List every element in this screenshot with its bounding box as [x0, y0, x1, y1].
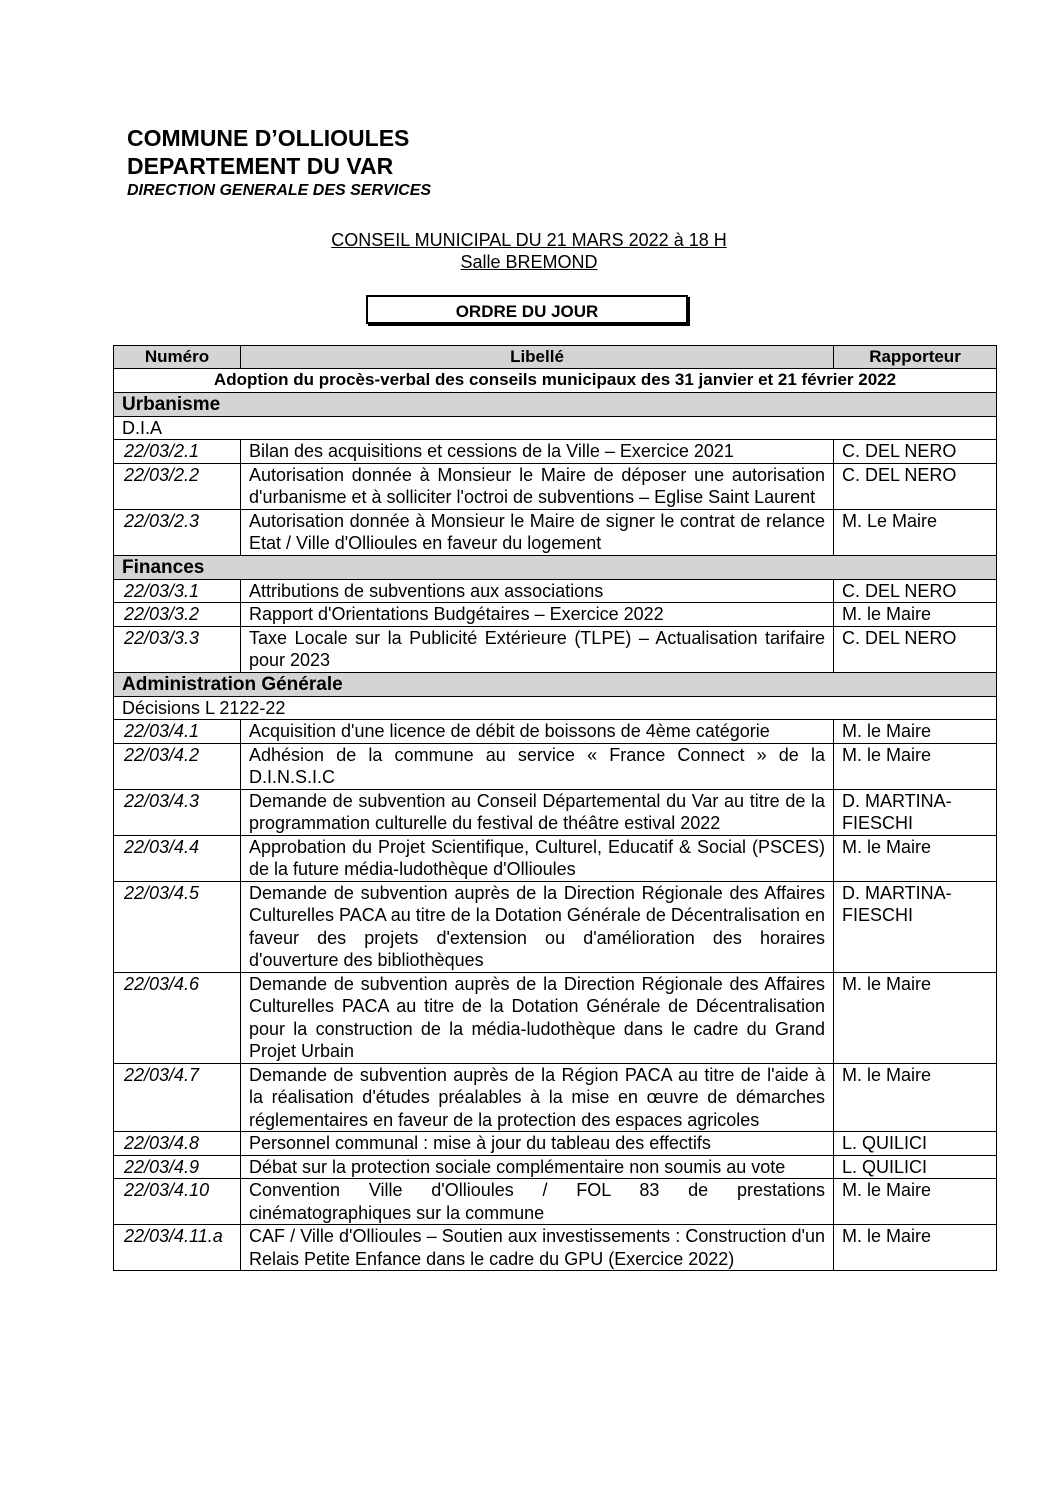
table-row [114, 789, 997, 835]
item-libelle: Convention Ville d'Ollioules / FOL 83 de prestations cinématographiques sur la commune [241, 1179, 834, 1225]
table-row [114, 881, 997, 972]
item-number: 22/03/3.3 [114, 626, 241, 672]
council-room: Salle BREMOND [460, 252, 598, 272]
item-number: 22/03/4.11.a [114, 1225, 241, 1271]
item-number: 22/03/2.3 [114, 509, 241, 555]
item-rapporteur: M. le Maire [834, 603, 997, 627]
item-number: 22/03/4.2 [114, 743, 241, 789]
item-number: 22/03/3.1 [114, 579, 241, 603]
item-libelle: Demande de subvention au Conseil Départemental du Var au titre de la programmation culturelle du festival de théâtre estival 2022 [241, 789, 834, 835]
section-row [114, 672, 997, 696]
item-rapporteur: L. QUILICI [834, 1132, 997, 1156]
item-number: 22/03/3.2 [114, 603, 241, 627]
table-row [114, 1132, 997, 1156]
item-rapporteur: C. DEL NERO [834, 463, 997, 509]
column-header-rapporteur: Rapporteur [834, 346, 997, 369]
item-number: 22/03/4.6 [114, 972, 241, 1063]
table-row [114, 1155, 997, 1179]
item-number: 22/03/4.3 [114, 789, 241, 835]
item-libelle: CAF / Ville d'Ollioules – Soutien aux investissements : Construction d'un Relais Petite Enfance dans le cadre du GPU (Exercice 2022) [241, 1225, 834, 1271]
item-libelle: Adhésion de la commune au service « France Connect » de la D.I.N.S.I.C [241, 743, 834, 789]
departement-title: DEPARTEMENT DU VAR [127, 153, 394, 179]
item-libelle: Taxe Locale sur la Publicité Extérieure (TLPE) – Actualisation tarifaire pour 2023 [241, 626, 834, 672]
item-rapporteur: M. le Maire [834, 720, 997, 744]
item-number: 22/03/4.1 [114, 720, 241, 744]
table-row [114, 463, 997, 509]
item-rapporteur: C. DEL NERO [834, 579, 997, 603]
table-row [114, 603, 997, 627]
section-title: Urbanisme [114, 392, 997, 416]
table-row [114, 720, 997, 744]
item-rapporteur: M. le Maire [834, 835, 997, 881]
table-row [114, 579, 997, 603]
item-libelle: Demande de subvention auprès de la Région PACA au titre de l'aide à la réalisation d'études préalables à la mise en œuvre de démarches réglementaires en faveur de la protection des espaces agricoles [241, 1063, 834, 1132]
item-number: 22/03/2.1 [114, 440, 241, 464]
table-row [114, 972, 997, 1063]
item-rapporteur: M. le Maire [834, 1063, 997, 1132]
table-row [114, 743, 997, 789]
item-libelle: Demande de subvention auprès de la Direction Régionale des Affaires Culturelles PACA au titre de la Dotation Générale de Décentralisation pour la construction de la média-ludothèque dans le cadre du Grand Projet Urbain [241, 972, 834, 1063]
table-row [114, 626, 997, 672]
item-rapporteur: M. Le Maire [834, 509, 997, 555]
item-number: 22/03/2.2 [114, 463, 241, 509]
item-libelle: Bilan des acquisitions et cessions de la Ville – Exercice 2021 [241, 440, 834, 464]
subsection-row [114, 416, 997, 440]
commune-title: COMMUNE D’OLLIOULES [127, 125, 410, 151]
item-libelle: Personnel communal : mise à jour du tableau des effectifs [241, 1132, 834, 1156]
table-header-row [114, 346, 997, 369]
item-libelle: Débat sur la protection sociale complémentaire non soumis au vote [241, 1155, 834, 1179]
item-number: 22/03/4.5 [114, 881, 241, 972]
table-row [114, 1063, 997, 1132]
item-rapporteur: D. MARTINA-FIESCHI [834, 789, 997, 835]
table-row [114, 1225, 997, 1271]
item-number: 22/03/4.9 [114, 1155, 241, 1179]
item-libelle: Acquisition d'une licence de débit de boissons de 4ème catégorie [241, 720, 834, 744]
item-rapporteur: D. MARTINA-FIESCHI [834, 881, 997, 972]
subsection-title: D.I.A [114, 416, 997, 440]
adoption-row [114, 369, 997, 393]
item-libelle: Approbation du Projet Scientifique, Culturel, Educatif & Social (PSCES) de la future média-ludothèque d'Ollioules [241, 835, 834, 881]
item-rapporteur: C. DEL NERO [834, 626, 997, 672]
agenda-body [114, 369, 997, 1271]
section-row [114, 555, 997, 579]
column-header-numero: Numéro [114, 346, 241, 369]
section-title: Finances [114, 555, 997, 579]
item-rapporteur: L. QUILICI [834, 1155, 997, 1179]
column-header-libelle: Libellé [241, 346, 834, 369]
section-title: Administration Générale [114, 672, 997, 696]
table-row [114, 1179, 997, 1225]
document-header [127, 124, 431, 201]
item-libelle: Demande de subvention auprès de la Direction Régionale des Affaires Culturelles PACA au titre de la Dotation Générale de Décentralisation en faveur des projets d'extension ou d'amélioration des horaires d'ouverture des bibliothèques [241, 881, 834, 972]
subsection-row [114, 696, 997, 720]
item-rapporteur: M. le Maire [834, 1225, 997, 1271]
subsection-title: Décisions L 2122-22 [114, 696, 997, 720]
item-libelle: Autorisation donnée à Monsieur le Maire de signer le contrat de relance Etat / Ville d'Ollioules en faveur du logement [241, 509, 834, 555]
agenda-table [113, 345, 997, 1271]
council-heading [0, 229, 1058, 273]
council-title: CONSEIL MUNICIPAL DU 21 MARS 2022 à 18 H [331, 230, 727, 250]
item-number: 22/03/4.10 [114, 1179, 241, 1225]
item-rapporteur: M. le Maire [834, 1179, 997, 1225]
direction-subtitle: DIRECTION GENERALE DES SERVICES [127, 182, 432, 199]
adoption-text: Adoption du procès-verbal des conseils municipaux des 31 janvier et 21 février 2022 [114, 369, 997, 393]
table-row [114, 440, 997, 464]
item-libelle: Autorisation donnée à Monsieur le Maire de déposer une autorisation d'urbanisme et à solliciter l'octroi de subventions – Eglise Saint Laurent [241, 463, 834, 509]
item-rapporteur: M. le Maire [834, 972, 997, 1063]
item-rapporteur: C. DEL NERO [834, 440, 997, 464]
item-libelle: Rapport d'Orientations Budgétaires – Exercice 2022 [241, 603, 834, 627]
item-number: 22/03/4.4 [114, 835, 241, 881]
item-libelle: Attributions de subventions aux associations [241, 579, 834, 603]
table-row [114, 835, 997, 881]
item-number: 22/03/4.8 [114, 1132, 241, 1156]
item-rapporteur: M. le Maire [834, 743, 997, 789]
item-number: 22/03/4.7 [114, 1063, 241, 1132]
table-row [114, 509, 997, 555]
section-row [114, 392, 997, 416]
ordre-du-jour-box: ORDRE DU JOUR [366, 295, 688, 324]
